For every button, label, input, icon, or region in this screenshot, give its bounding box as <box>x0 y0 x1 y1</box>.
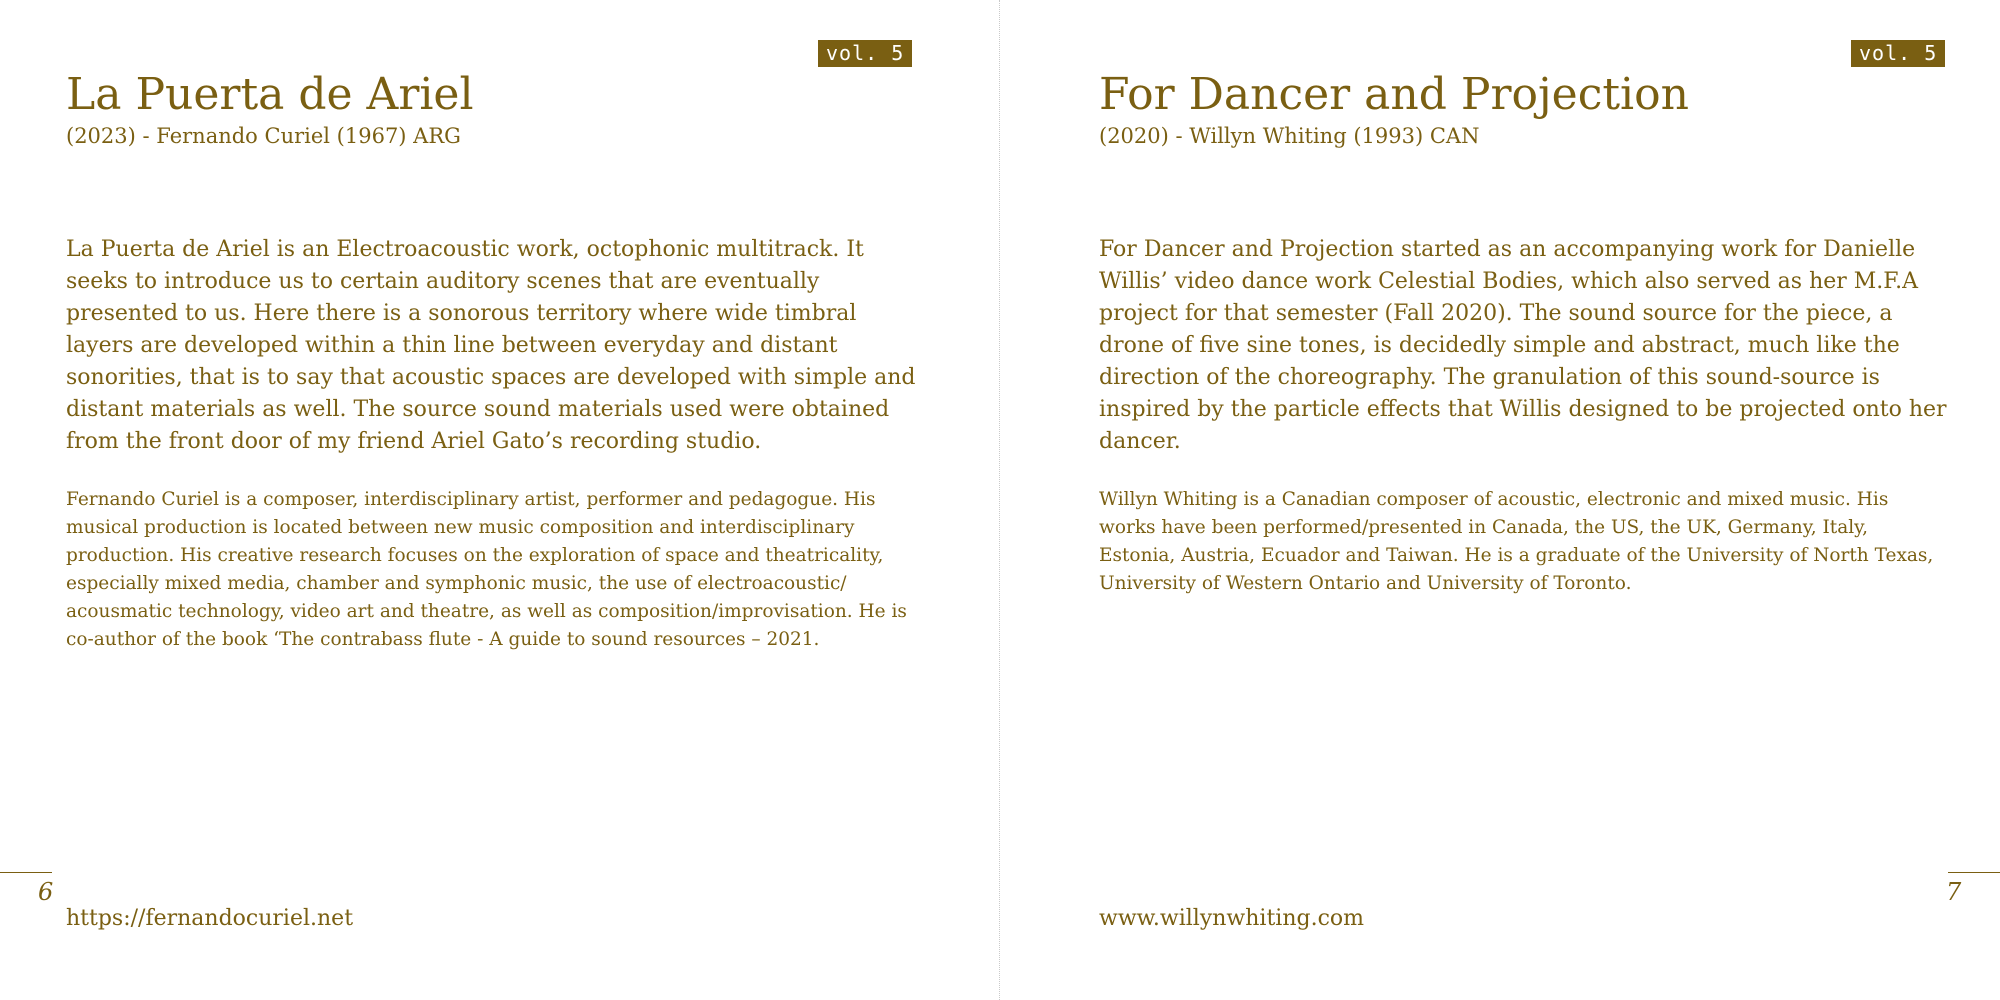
composer-website-link[interactable]: https://fernandocuriel.net <box>66 906 354 931</box>
work-subtitle: (2023) - Fernando Curiel (1967) ARG <box>66 124 461 148</box>
work-description: La Puerta de Ariel is an Electroacoustic work, octophonic multitrack. It seeks to introduce us to certain auditory scenes that are eventually presented to us. Here there is a sonorous territory where wide timbral layers are developed within a thin line between everyday and distant sonorities, that is to say that acoustic spaces are developed with simple and distant materials as well. The source sound materials used were obtained from the front door of my friend Ariel Gato’s recording studio. <box>66 237 916 454</box>
volume-badge: vol. 5 <box>818 40 912 67</box>
composer-bio: Willyn Whiting is a Canadian composer of acoustic, electronic and mixed music. His works have been performed/presented in Canada, the US, the UK, Germany, Italy, Estonia, Austria, Ecuador and Taiwan. He is a graduate of the University of North Texas, University of Western Ontario and University of Toronto. <box>1099 489 1934 594</box>
volume-badge: vol. 5 <box>1851 40 1945 67</box>
work-description: For Dancer and Projection started as an accompanying work for Danielle Willis’ video dance work Celestial Bodies, which also served as her M.F.A project for that semester (Fall 2020). The sound source for the piece, a drone of five sine tones, is decidedly simple and abstract, much like the direction of the choreography. The granulation of this sound-source is inspired by the particle effects that Willis designed to be projected onto her dancer. <box>1099 237 1947 454</box>
work-subtitle: (2020) - Willyn Whiting (1993) CAN <box>1099 124 1480 148</box>
composer-bio: Fernando Curiel is a composer, interdisciplinary artist, performer and pedagogue. His musical production is located between new music composition and interdisciplinary production. His creative research focuses on the exploration of space and theatricality, especially mixed media, chamber and symphonic music, the use of electroacoustic/ acousmatic technology, video art and theatre, as well as composition/improvisation. He is co-author of the book ‘The contrabass flute - A guide to sound resources – 2021. <box>66 489 907 650</box>
right-page <box>1000 0 2000 1000</box>
page-title: For Dancer and Projection <box>1099 69 1689 120</box>
page-number-rule <box>1948 872 2000 873</box>
page-number: 6 <box>38 878 54 906</box>
page-title: La Puerta de Ariel <box>66 69 474 120</box>
composer-website-link[interactable]: www.willynwhiting.com <box>1099 906 1364 931</box>
page-number-rule <box>0 872 52 873</box>
page-number: 7 <box>1946 878 1962 906</box>
